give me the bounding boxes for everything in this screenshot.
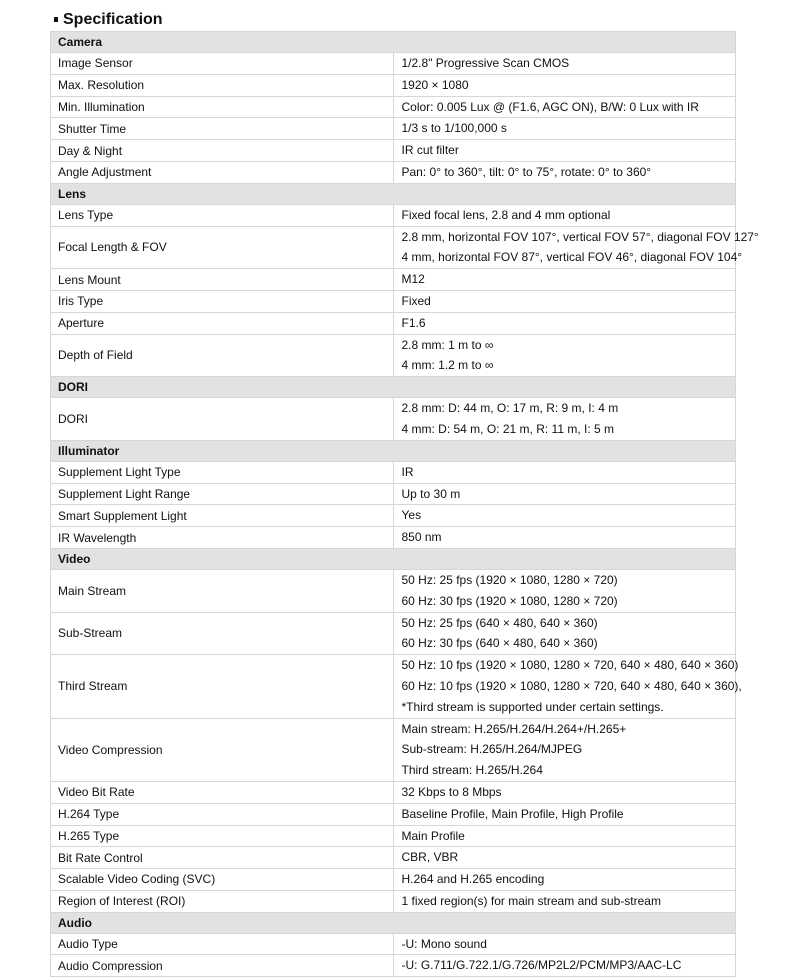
section-title: Video	[51, 548, 736, 569]
table-row	[51, 53, 736, 75]
spec-label: Bit Rate Control	[51, 847, 394, 869]
table-row	[51, 74, 736, 96]
spec-value-line: 4 mm, horizontal FOV 87°, vertical FOV 46°, diagonal FOV 104°	[401, 250, 743, 265]
spec-value	[393, 569, 736, 612]
spec-value-line: Main Profile	[401, 828, 465, 843]
spec-value-line: 32 Kbps to 8 Mbps	[401, 784, 502, 799]
spec-label: Main Stream	[51, 569, 394, 612]
spec-value-line: 850 nm	[401, 530, 442, 545]
spec-value-line: 60 Hz: 30 fps (1920 × 1080, 1280 × 720)	[401, 593, 618, 608]
spec-label: Focal Length & FOV	[51, 226, 394, 269]
section-header-row	[51, 440, 736, 461]
table-row	[51, 933, 736, 955]
section-title: Lens	[51, 183, 736, 204]
spec-value	[393, 74, 736, 96]
spec-value	[393, 269, 736, 291]
spec-value	[393, 140, 736, 162]
table-row	[51, 269, 736, 291]
spec-label: DORI	[51, 398, 394, 441]
table-row	[51, 869, 736, 891]
page-title	[54, 9, 163, 31]
spec-label: Image Sensor	[51, 53, 394, 75]
spec-value-line: Third stream: H.265/H.264	[401, 763, 543, 778]
spec-value	[393, 483, 736, 505]
spec-value	[393, 226, 759, 269]
spec-label: Smart Supplement Light	[51, 505, 394, 527]
spec-value	[393, 955, 736, 977]
table-row	[51, 140, 736, 162]
spec-value	[393, 655, 742, 718]
section-title: Illuminator	[51, 440, 736, 461]
spec-value-line: 4 mm: 1.2 m to ∞	[401, 358, 494, 373]
spec-value	[393, 312, 736, 334]
spec-label: Supplement Light Range	[51, 483, 394, 505]
spec-label: Region of Interest (ROI)	[51, 890, 394, 912]
table-row	[51, 890, 736, 912]
spec-value-line: Yes	[401, 508, 422, 523]
spec-value-line: 1/3 s to 1/100,000 s	[401, 121, 507, 136]
table-row	[51, 312, 736, 334]
table-row	[51, 718, 736, 781]
table-row	[51, 161, 736, 183]
section-title: Audio	[51, 912, 736, 933]
spec-value-line: Fixed focal lens, 2.8 and 4 mm optional	[401, 207, 611, 222]
spec-value	[393, 53, 736, 75]
spec-label: Max. Resolution	[51, 74, 394, 96]
spec-value-line: 1/2.8" Progressive Scan CMOS	[401, 56, 570, 70]
table-row	[51, 118, 736, 140]
spec-value	[393, 803, 736, 825]
spec-value-line: 50 Hz: 10 fps (1920 × 1080, 1280 × 720, 640 × 480, 640 × 360)	[401, 658, 739, 673]
table-row	[51, 825, 736, 847]
table-row	[51, 955, 736, 977]
spec-value-line: 50 Hz: 25 fps (1920 × 1080, 1280 × 720)	[401, 572, 618, 587]
table-row	[51, 655, 736, 718]
page-title-text: Specification	[63, 11, 163, 28]
spec-label: Aperture	[51, 312, 394, 334]
table-row	[51, 461, 736, 483]
spec-value-line: 1920 × 1080	[401, 77, 469, 92]
spec-value-line: IR cut filter	[401, 143, 459, 158]
spec-value	[393, 461, 736, 483]
spec-label: Angle Adjustment	[51, 161, 394, 183]
table-row	[51, 398, 736, 441]
section-header-row	[51, 183, 736, 204]
bullet-square-icon	[54, 17, 58, 22]
spec-label: Depth of Field	[51, 334, 394, 377]
spec-value	[393, 505, 736, 527]
spec-value-line: 1 fixed region(s) for main stream and sub-stream	[401, 893, 661, 908]
table-row	[51, 803, 736, 825]
spec-value-line: *Third stream is supported under certain settings.	[401, 699, 664, 714]
spec-value-line: Pan: 0° to 360°, tilt: 0° to 75°, rotate: 0° to 360°	[401, 164, 652, 179]
table-row	[51, 96, 736, 118]
spec-value-line: Color: 0.005 Lux @ (F1.6, AGC ON), B/W: 0 Lux with IR	[401, 99, 699, 114]
spec-label: Video Compression	[51, 718, 394, 781]
section-header-row	[51, 912, 736, 933]
table-row	[51, 334, 736, 377]
spec-value	[393, 781, 736, 803]
spec-label: H.265 Type	[51, 825, 394, 847]
spec-label: IR Wavelength	[51, 527, 394, 549]
spec-value-line: 2.8 mm: D: 44 m, O: 17 m, R: 9 m, I: 4 m	[401, 401, 619, 416]
spec-value-line: M12	[401, 272, 425, 287]
table-row	[51, 527, 736, 549]
spec-label: Iris Type	[51, 290, 394, 312]
spec-value-line: H.264 and H.265 encoding	[401, 872, 545, 887]
section-header-row	[51, 548, 736, 569]
table-row	[51, 290, 736, 312]
spec-label: Supplement Light Type	[51, 461, 394, 483]
spec-value-line: F1.6	[401, 315, 426, 330]
spec-label: Lens Mount	[51, 269, 394, 291]
spec-value-line: IR	[401, 464, 414, 479]
spec-label: Video Bit Rate	[51, 781, 394, 803]
spec-value-line: 50 Hz: 25 fps (640 × 480, 640 × 360)	[401, 615, 598, 630]
table-row	[51, 781, 736, 803]
spec-value	[393, 869, 736, 891]
spec-value	[393, 933, 736, 955]
spec-value-line: Sub-stream: H.265/H.264/MJPEG	[401, 742, 583, 757]
spec-value	[393, 334, 736, 377]
spec-label: Third Stream	[51, 655, 394, 718]
spec-value-line: 60 Hz: 30 fps (640 × 480, 640 × 360)	[401, 636, 598, 651]
spec-table	[50, 31, 759, 977]
spec-label: Sub-Stream	[51, 612, 394, 655]
spec-value-line: 2.8 mm, horizontal FOV 107°, vertical FOV 57°, diagonal FOV 127°	[401, 229, 759, 244]
spec-value-line: 2.8 mm: 1 m to ∞	[401, 337, 494, 352]
table-row	[51, 847, 736, 869]
section-header-row	[51, 377, 736, 398]
spec-value	[393, 527, 736, 549]
spec-label: Shutter Time	[51, 118, 394, 140]
spec-value	[393, 398, 736, 441]
spec-value-line: Main stream: H.265/H.264/H.264+/H.265+	[401, 721, 627, 736]
spec-value-line: Fixed	[401, 293, 431, 308]
table-row	[51, 226, 736, 269]
spec-value-line: 4 mm: D: 54 m, O: 21 m, R: 11 m, I: 5 m	[401, 421, 614, 436]
spec-label: Audio Type	[51, 933, 394, 955]
spec-value	[393, 96, 736, 118]
spec-label: Min. Illumination	[51, 96, 394, 118]
table-row	[51, 569, 736, 612]
spec-value	[393, 118, 736, 140]
spec-value	[393, 890, 736, 912]
spec-value	[393, 290, 736, 312]
spec-value	[393, 204, 736, 226]
table-row	[51, 483, 736, 505]
section-title: DORI	[51, 377, 736, 398]
spec-value-line: 60 Hz: 10 fps (1920 × 1080, 1280 × 720, 640 × 480, 640 × 360),	[401, 678, 742, 693]
spec-value-line: Up to 30 m	[401, 486, 461, 501]
spec-value	[393, 847, 736, 869]
spec-value-line: -U: Mono sound	[401, 936, 487, 951]
table-row	[51, 612, 736, 655]
spec-value	[393, 612, 736, 655]
section-header-row	[51, 32, 736, 53]
spec-label: Day & Night	[51, 140, 394, 162]
spec-label: Lens Type	[51, 204, 394, 226]
spec-value-line: -U: G.711/G.722.1/G.726/MP2L2/PCM/MP3/AAC-LC	[401, 958, 682, 973]
section-title: Camera	[51, 32, 736, 53]
spec-value	[393, 825, 736, 847]
spec-label: H.264 Type	[51, 803, 394, 825]
spec-label: Audio Compression	[51, 955, 394, 977]
spec-value-line: CBR, VBR	[401, 850, 459, 865]
table-row	[51, 505, 736, 527]
spec-label: Scalable Video Coding (SVC)	[51, 869, 394, 891]
spec-table-body	[51, 32, 759, 977]
table-row	[51, 204, 736, 226]
spec-value-line: Baseline Profile, Main Profile, High Profile	[401, 806, 624, 821]
spec-value	[393, 161, 736, 183]
spec-value	[393, 718, 736, 781]
